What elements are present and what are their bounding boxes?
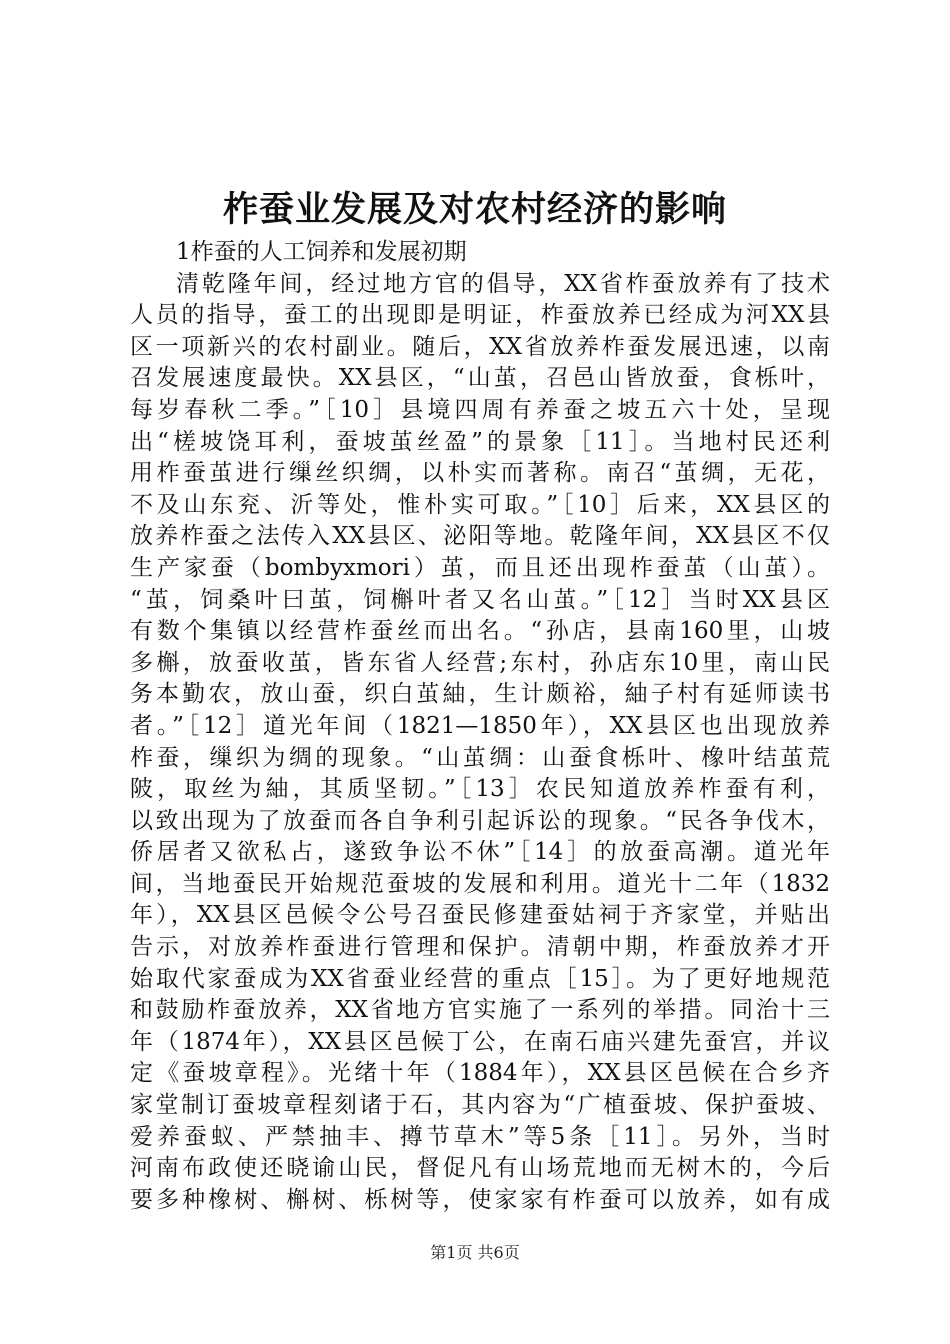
text-line: 告示，对放养柞蚕进行管理和保护。清朝中期，柞蚕放养才开 (130, 934, 830, 961)
text-line: 始取代家蚕成为XX省蚕业经营的重点［15］。为了更好地规范 (130, 965, 830, 992)
text-line: 人员的指导，蚕工的出现即是明证，柞蚕放养已经成为河XX县 (130, 302, 830, 329)
text-line: 出“槎坡饶耳利，蚕坡茧丝盈”的景象［11］。当地村民还利 (130, 428, 830, 455)
text-line: 要多种橡树、槲树、栎树等，使家家有柞蚕可以放养，如有成 (130, 1186, 830, 1213)
text-line: 爱养蚕蚁、严禁抽丰、撙节草木”等5条［11］。另外，当时 (130, 1123, 830, 1150)
text-line: 有数个集镇以经营柞蚕丝而出名。“孙店，县南160里，山坡 (130, 618, 830, 645)
text-line: 和鼓励柞蚕放养，XX省地方官实施了一系列的举措。同治十三 (130, 997, 830, 1024)
page-number-footer: 第1页 共6页 (430, 1243, 520, 1262)
text-line: 召发展速度最快。XX县区，“山茧，召邑山皆放蚕，食栎叶， (130, 365, 830, 392)
text-line: 河南布政使还晓谕山民，督促凡有山场荒地而无树木的，今后 (130, 1155, 830, 1182)
text-line: 不及山东兖、沂等处，惟朴实可取。”［10］后来，XX县区的 (130, 491, 830, 518)
text-line: 定《蚕坡章程》。光绪十年（1884年），XX县区邑候在合乡齐 (130, 1060, 830, 1087)
text-line: 者。”［12］道光年间（1821—1850年），XX县区也出现放养 (130, 712, 830, 739)
text-line: 用柞蚕茧进行缫丝织绸，以朴实而著称。南召“茧绸，无花， (130, 460, 830, 487)
page-title: 柞蚕业发展及对农村经济的影响 (222, 189, 727, 230)
text-line: 间，当地蚕民开始规范蚕坡的发展和利用。道光十二年（1832 (130, 870, 830, 897)
text-line: 侨居者又欲私占，遂致争讼不休”［14］的放蚕高潮。道光年 (130, 839, 830, 866)
text-line: 区一项新兴的农村副业。随后，XX省放养柞蚕发展迅速，以南 (130, 333, 830, 360)
text-line: 年），XX县区邑候令公号召蚕民修建蚕姑祠于齐家堂，并贴出 (130, 902, 830, 929)
text-line: 以致出现为了放蚕而各自争利引起诉讼的现象。“民各争伐木， (130, 807, 830, 834)
text-line: 多槲，放蚕收茧，皆东省人经营;东村，孙店东10里，南山民 (130, 649, 830, 676)
document-body (130, 237, 830, 1216)
text-line: 家堂制订蚕坡章程刻诸于石，其内容为“广植蚕坡、保护蚕坡、 (130, 1092, 830, 1119)
section-subheading: 1柞蚕的人工饲养和发展初期 (176, 239, 467, 265)
text-line: 年（1874年），XX县区邑候丁公，在南石庙兴建先蚕宫，并议 (130, 1028, 830, 1055)
text-line: 务本勤农，放山蚕，织白茧紬，生计颇裕，紬子村有延师读书 (130, 681, 830, 708)
text-line: “茧，饲桑叶曰茧，饲槲叶者又名山茧。”［12］当时XX县区 (130, 586, 830, 613)
text-line: 清乾隆年间，经过地方官的倡导，XX省柞蚕放养有了技术 (176, 270, 830, 297)
text-line: 放养柞蚕之法传入XX县区、泌阳等地。乾隆年间，XX县区不仅 (130, 523, 830, 550)
text-line: 陂，取丝为紬，其质坚韧。”［13］农民知道放养柞蚕有利， (130, 776, 830, 803)
text-line: 生产家蚕（bombyxmori）茧，而且还出现柞蚕茧（山茧）。 (130, 554, 830, 581)
text-line: 柞蚕，缫织为绸的现象。“山茧绸：山蚕食栎叶、橡叶结茧荒 (130, 744, 830, 771)
text-line: 每岁春秋二季。”［10］县境四周有养蚕之坡五六十处，呈现 (130, 396, 830, 423)
